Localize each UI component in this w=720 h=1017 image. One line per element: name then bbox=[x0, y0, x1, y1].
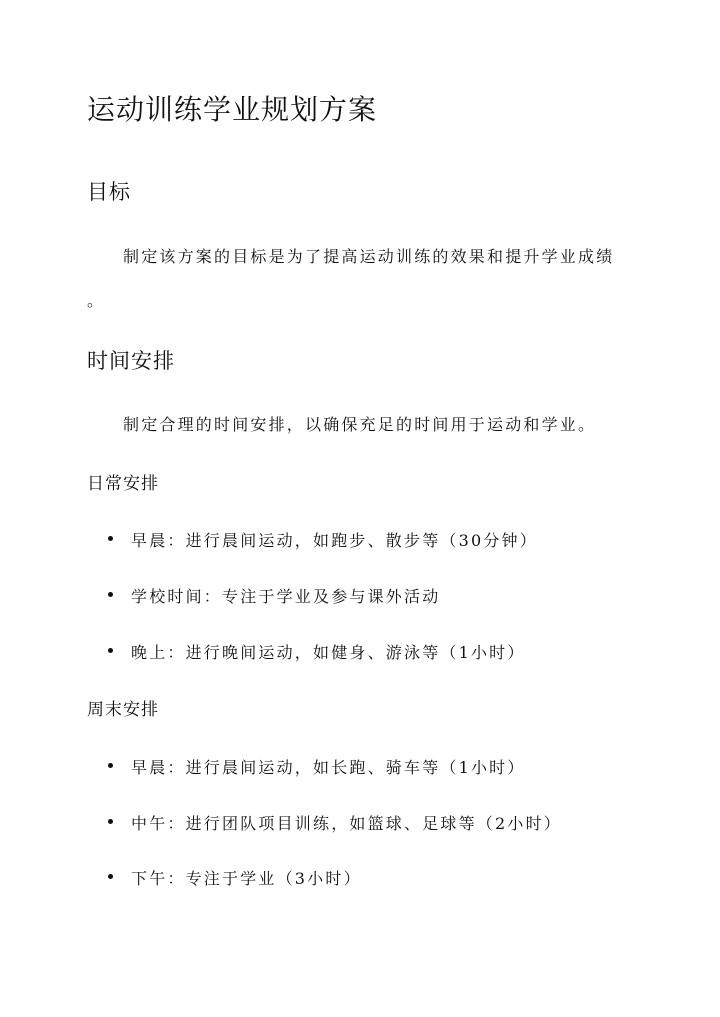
bullet-icon bbox=[108, 819, 113, 824]
list-item-text: 早晨：进行晨间运动，如长跑、骑车等（1小时） bbox=[131, 758, 526, 777]
list-item-text: 晚上：进行晚间运动，如健身、游泳等（1小时） bbox=[131, 643, 526, 662]
bullet-icon bbox=[108, 763, 113, 768]
section-heading-schedule: 时间安排 bbox=[87, 349, 175, 373]
bullet-icon bbox=[108, 592, 113, 597]
list-item-text: 下午：专注于学业（3小时） bbox=[131, 869, 362, 888]
list-item-text: 学校时间：专注于学业及参与课外活动 bbox=[131, 587, 441, 606]
bullet-icon bbox=[108, 648, 113, 653]
subsection-heading-daily: 日常安排 bbox=[87, 474, 159, 494]
bullet-icon bbox=[108, 874, 113, 879]
list-item-text: 早晨：进行晨间运动，如跑步、散步等（30分钟） bbox=[131, 531, 538, 550]
bullet-icon bbox=[108, 536, 113, 541]
goal-paragraph-line2: 。 bbox=[87, 291, 106, 310]
list-item-text: 中午：进行团队项目训练，如篮球、足球等（2小时） bbox=[131, 814, 562, 833]
subsection-heading-weekend: 周末安排 bbox=[87, 700, 159, 720]
section-heading-goal: 目标 bbox=[87, 180, 131, 204]
goal-paragraph-line1: 制定该方案的目标是为了提高运动训练的效果和提升学业成绩 bbox=[123, 247, 615, 266]
document-title: 运动训练学业规划方案 bbox=[87, 93, 378, 126]
schedule-paragraph: 制定合理的时间安排，以确保充足的时间用于运动和学业。 bbox=[123, 415, 597, 434]
